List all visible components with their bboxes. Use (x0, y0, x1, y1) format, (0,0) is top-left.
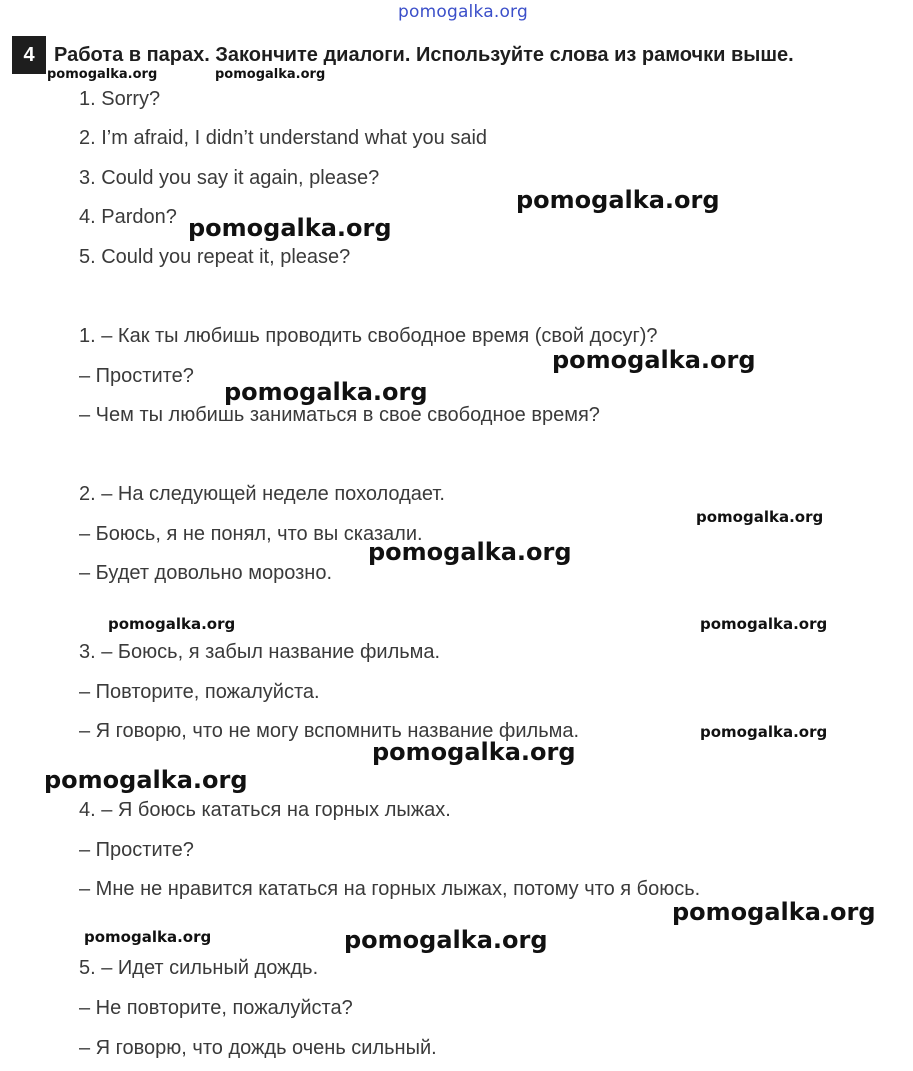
watermark: pomogalka.org (368, 538, 572, 566)
dialogue-5-line: 5. – Идет сильный дождь. (79, 957, 319, 979)
dialogue-3-line: – Я говорю, что не могу вспомнить название фильма. (79, 720, 580, 742)
task-title: Работа в парах. Закончите диалоги. Используйте слова из рамочки выше. (54, 44, 794, 66)
watermark: pomogalka.org (84, 928, 212, 946)
watermark: pomogalka.org (552, 346, 756, 374)
dialogue-2-line: – Будет довольно морозно. (79, 562, 333, 584)
header-watermark: pomogalka.org (398, 2, 528, 22)
watermark: pomogalka.org (700, 723, 828, 741)
watermark: pomogalka.org (188, 214, 392, 242)
phrase-item: 5. Could you repeat it, please? (79, 246, 351, 268)
watermark: pomogalka.org (344, 926, 548, 954)
watermark: pomogalka.org (215, 67, 326, 82)
dialogue-2-line: 2. – На следующей неделе похолодает. (79, 483, 445, 505)
watermark: pomogalka.org (44, 766, 248, 794)
dialogue-4-line: – Простите? (79, 839, 194, 861)
dialogue-3-line: 3. – Боюсь, я забыл название фильма. (79, 641, 441, 663)
phrase-item: 3. Could you say it again, please? (79, 167, 380, 189)
dialogue-1-line: – Чем ты любишь заниматься в свое свободное время? (79, 404, 600, 426)
dialogue-4-line: 4. – Я боюсь кататься на горных лыжах. (79, 799, 451, 821)
dialogue-4-line: – Мне не нравится кататься на горных лыжах, потому что я боюсь. (79, 878, 701, 900)
watermark: pomogalka.org (224, 378, 428, 406)
phrase-item: 4. Pardon? (79, 206, 177, 228)
watermark: pomogalka.org (47, 67, 158, 82)
phrase-item: 2. I’m afraid, I didn’t understand what you said (79, 127, 488, 149)
watermark: pomogalka.org (516, 186, 720, 214)
watermark: pomogalka.org (696, 508, 824, 526)
phrase-item: 1. Sorry? (79, 88, 161, 110)
dialogue-5-line: – Я говорю, что дождь очень сильный. (79, 1037, 437, 1059)
dialogue-3-line: – Повторите, пожалуйста. (79, 681, 320, 703)
watermark: pomogalka.org (108, 615, 236, 633)
dialogue-5-line: – Не повторите, пожалуйста? (79, 997, 353, 1019)
dialogue-1-line: – Простите? (79, 365, 194, 387)
task-number-badge: 4 (12, 36, 46, 74)
dialogue-1-line: 1. – Как ты любишь проводить свободное время (свой досуг)? (79, 325, 658, 347)
watermark: pomogalka.org (700, 615, 828, 633)
watermark: pomogalka.org (672, 898, 876, 926)
watermark: pomogalka.org (372, 738, 576, 766)
dialogue-2-line: – Боюсь, я не понял, что вы сказали. (79, 523, 423, 545)
